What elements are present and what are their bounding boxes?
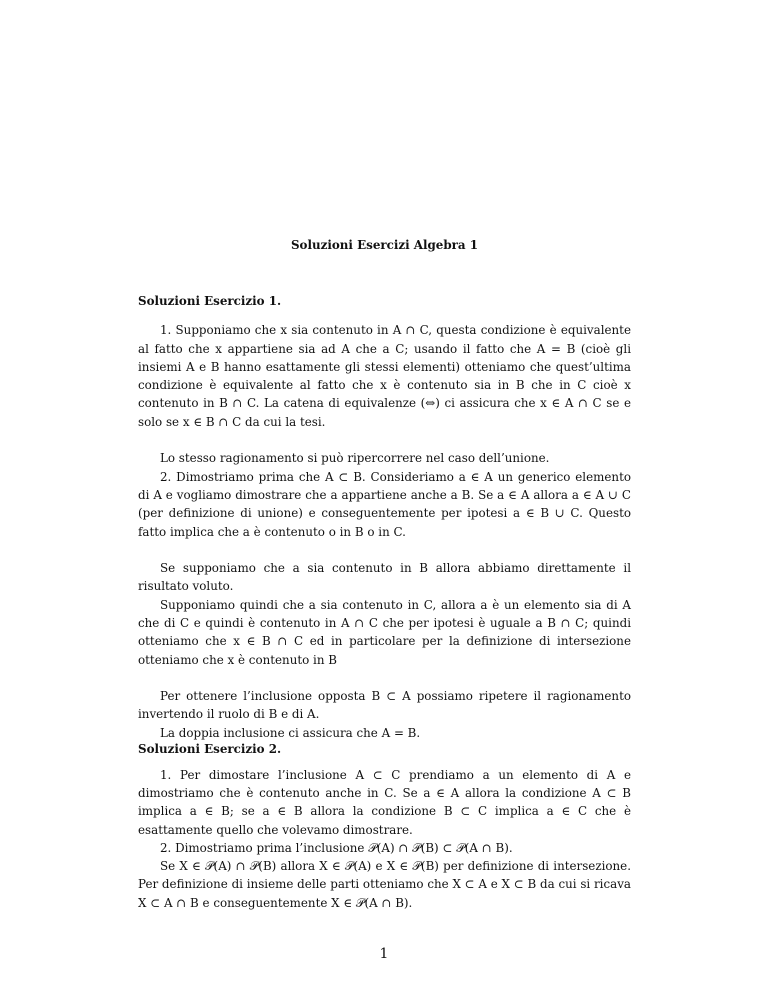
paragraph: La doppia inclusione ci assicura che A = B.: [160, 726, 421, 741]
paragraph: Per ottenere l’inclusione opposta B ⊂ A possiamo ripetere il ragionamento invertendo il ruolo di B e di A.: [138, 689, 631, 722]
paragraph: Se X ∈ 𝒫(A) ∩ 𝒫(B) allora X ∈ 𝒫(A) e X ∈ 𝒫(B) per definizione di intersezione. Per definizione di insieme delle parti otteniamo che X ⊂ A e X ⊂ B da cui si ricava X ⊂ A ∩ B e conseguentemente X ∈ 𝒫(A ∩ B).: [138, 859, 631, 910]
paragraph: 2. Dimostriamo prima l’inclusione 𝒫(A) ∩ 𝒫(B) ⊂ 𝒫(A ∩ B).: [160, 840, 513, 855]
paragraph: Lo stesso ragionamento si può ripercorrere nel caso dell’unione.: [160, 451, 550, 466]
paragraph: 1. Per dimostare l’inclusione A ⊂ C prendiamo a un elemento di A e dimostriamo che è contenuto anche in C. Se a ∈ A allora la condizione A ⊂ B implica a ∈ B; se a ∈ B allora la condizione B ⊂ C implica a ∈ C che è esattamente quello che volevamo dimostrare.: [138, 767, 631, 837]
paragraph: 2. Dimostriamo prima che A ⊂ B. Consideriamo a ∈ A un generico elemento di A e vogliamo dimostrare che a appartiene anche a B. Se a ∈ A allora a ∈ A ∪ C (per definizione di unione) e conseguentemente per ipotesi a ∈ B ∪ C. Questo fatto implica che a è contenuto o in B o in C.: [138, 469, 631, 539]
section-heading-esercizio-2: Soluzioni Esercizio 2.: [138, 742, 282, 757]
document-title: Soluzioni Esercizi Algebra 1: [290, 238, 478, 252]
paragraph: Supponiamo quindi che a sia contenuto in C, allora a è un elemento sia di A che di C e quindi è contenuto in A ∩ C che per ipotesi è uguale a B ∩ C; quindi otteniamo che x ∈ B ∩ C ed in particolare per la definizione di intersezione otteniamo che x è contenuto in B: [138, 597, 631, 667]
section-heading-esercizio-1: Soluzioni Esercizio 1.: [138, 293, 282, 308]
page-number: 1: [379, 946, 389, 962]
paragraph: Se supponiamo che a sia contenuto in B allora abbiamo direttamente il risultato voluto.: [138, 561, 631, 594]
paragraph: 1. Supponiamo che x sia contenuto in A ∩ C, questa condizione è equivalente al fatto che x appartiene sia ad A che a C; usando il fatto che A = B (cioè gli insiemi A e B hanno esattamente gli stessi elementi) otteniamo che quest’ultima condizione è equivalente al fatto che x è contenuto sia in B che in C cioè x contenuto in B ∩ C. La catena di equivalenze (⇔) ci assicura che x ∈ A ∩ C se e solo se x ∈ B ∩ C da cui la tesi.: [138, 323, 631, 429]
